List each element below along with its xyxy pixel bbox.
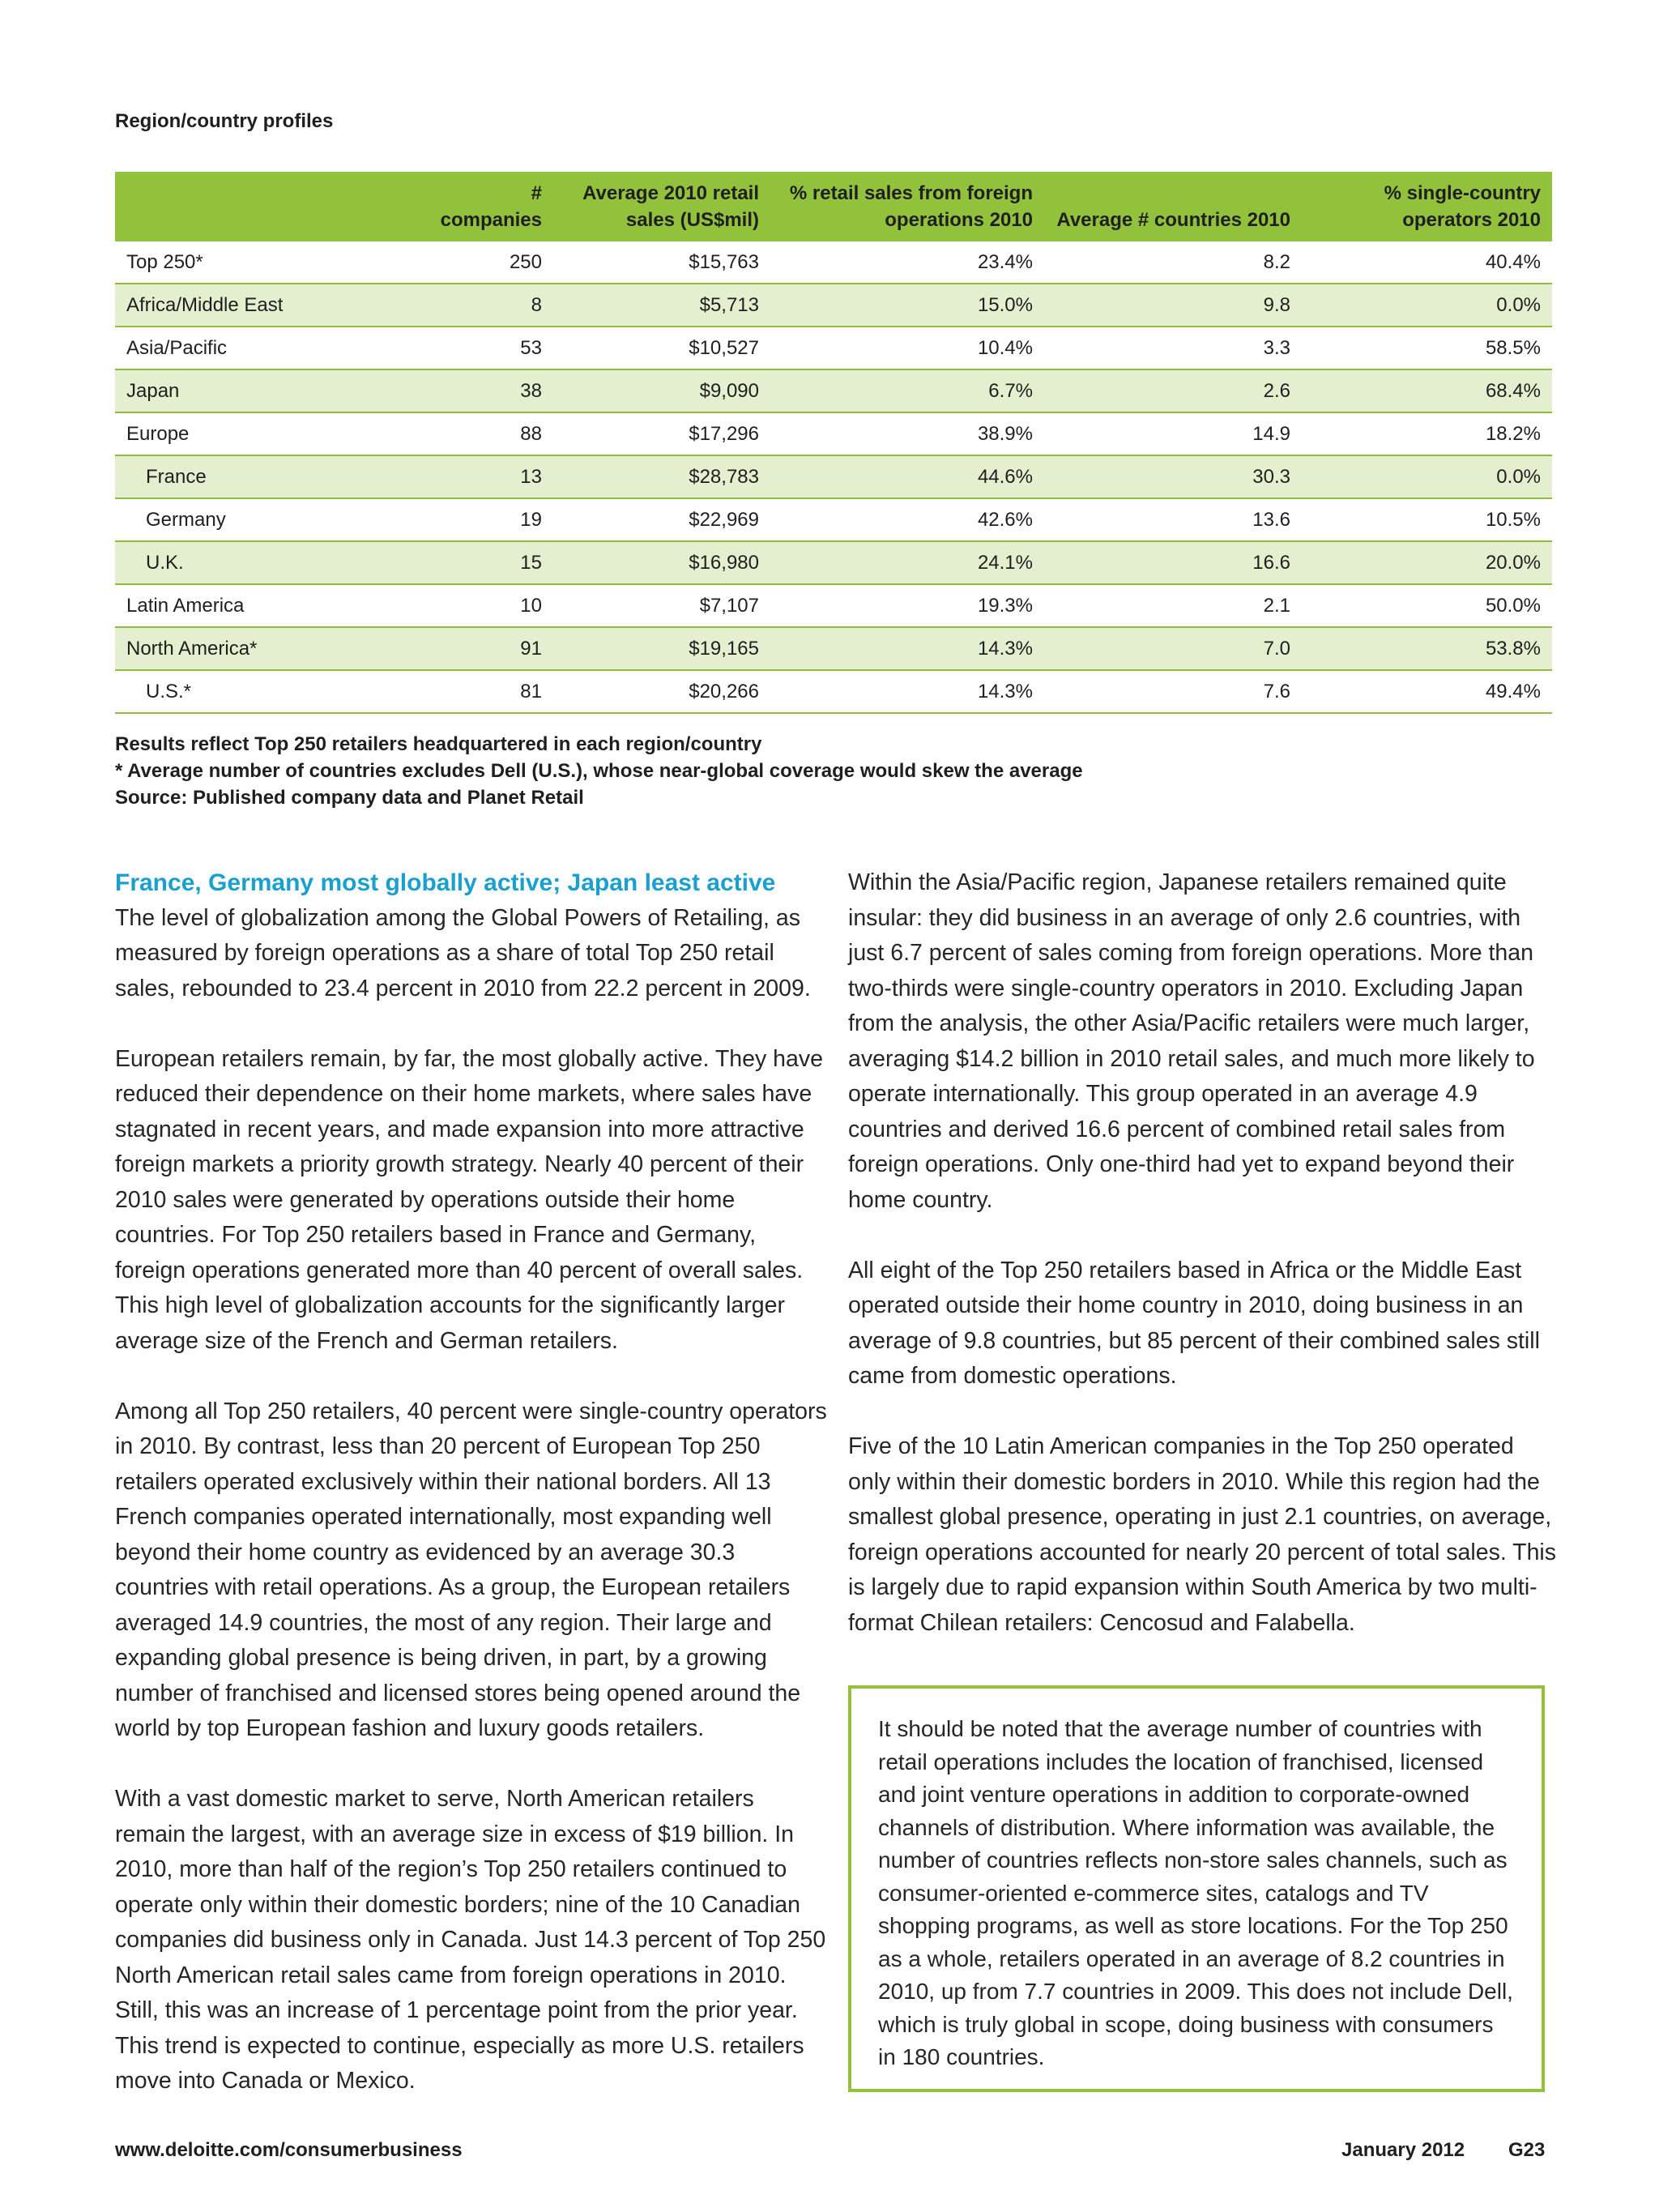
table-row [115,584,1552,627]
row-single-pct: 53.8% [1302,627,1552,670]
row-avg-sales: $28,783 [553,455,770,498]
section-label: Region/country profiles [115,110,334,132]
row-foreign-pct: 19.3% [770,584,1044,627]
table-row [115,327,1552,369]
row-companies: 91 [413,627,553,670]
row-foreign-pct: 14.3% [770,627,1044,670]
row-region: Germany [115,498,413,541]
row-avg-countries: 8.2 [1044,241,1302,284]
note-dell-exclusion: * Average number of countries excludes Dell (U.S.), whose near-global coverage would skew the average [115,760,1083,782]
row-single-pct: 0.0% [1302,284,1552,327]
row-single-pct: 58.5% [1302,327,1552,369]
row-single-pct: 18.2% [1302,412,1552,455]
row-region: Japan [115,369,413,412]
paragraph: All eight of the Top 250 retailers based in Africa or the Middle East operated outside their home country in 2010, doing business in an average of 9.8 countries, but 85 percent of their combined sales still came from domestic operations. [848,1257,1540,1389]
row-companies: 8 [413,284,553,327]
callout-text: It should be noted that the average number of countries with retail operations includes the location of franchised, licensed and joint venture operations in addition to corporate-owned channels of distribution. Where information was available, the number of countries reflects non-store sales channels, such as consumer-oriented e-commerce sites, catalogs and TV shopping programs, as well as store locations. For the Top 250 as a whole, retailers operated in an average of 8.2 countries in 2010, up from 7.7 countries in 2009. This does not include Dell, which is truly global in scope, doing business with consumers in 180 countries. [878,1716,1513,2069]
article-left-column [115,865,828,2099]
row-avg-countries: 7.6 [1044,670,1302,713]
row-foreign-pct: 38.9% [770,412,1044,455]
header-foreign-pct: % retail sales from foreign operations 2010 [770,172,1044,241]
row-single-pct: 10.5% [1302,498,1552,541]
row-single-pct: 68.4% [1302,369,1552,412]
row-region: Top 250* [115,241,413,284]
row-single-pct: 20.0% [1302,541,1552,584]
note-source: Source: Published company data and Planet Retail [115,787,584,809]
row-companies: 88 [413,412,553,455]
row-avg-countries: 14.9 [1044,412,1302,455]
row-region: France [115,455,413,498]
row-region: U.S.* [115,670,413,713]
row-avg-sales: $16,980 [553,541,770,584]
row-avg-sales: $7,107 [553,584,770,627]
row-region: Asia/Pacific [115,327,413,369]
table-row [115,241,1552,284]
row-companies: 38 [413,369,553,412]
header-avg-sales: Average 2010 retail sales (US$mil) [553,172,770,241]
row-avg-countries: 2.6 [1044,369,1302,412]
paragraph: European retailers remain, by far, the most globally active. They have reduced their dependence on their home markets, where sales have stagnated in recent years, and made expansion into more attractive foreign markets a priority growth strategy. Nearly 40 percent of their 2010 sales were generated by operations outside their home countries. For Top 250 retailers based in France and Germany, foreign operations generated more than 40 percent of overall sales. This high level of globalization accounts for the significantly larger average size of the French and German retailers. [115,1045,823,1354]
paragraph: With a vast domestic market to serve, North American retailers remain the largest, with an average size in excess of $19 billion. In 2010, more than half of the region’s Top 250 retailers continued to operate only within their domestic borders; nine of the 10 Canadian companies did business only in Canada. Just 14.3 percent of Top 250 North American retail sales came from foreign operations in 2010. Still, this was an increase of 1 percentage point from the prior year. This trend is expected to continue, especially as more U.S. retailers move into Canada or Mexico. [115,1786,826,2094]
row-avg-sales: $9,090 [553,369,770,412]
paragraph: Five of the 10 Latin American companies in the Top 250 operated only within their domestic borders in 2010. While this region had the smallest global presence, operating in just 2.1 countries, on average, foreign operations accounted for nearly 20 percent of total sales. This is largely due to rapid expansion within South America by two multi-format Chilean retailers: Cencosud and Falabella. [848,1433,1556,1636]
footer-date: January 2012 [1341,2139,1465,2161]
row-avg-countries: 9.8 [1044,284,1302,327]
row-avg-sales: $5,713 [553,284,770,327]
row-companies: 53 [413,327,553,369]
callout-box [848,1685,1545,2092]
paragraph: Among all Top 250 retailers, 40 percent were single-country operators in 2010. By contrast, less than 20 percent of European Top 250 retailers operated exclusively within their national borders. All 13 French companies operated internationally, most expanding well beyond their home country as evidenced by an average 30.3 countries with retail operations. As a group, the European retailers averaged 14.9 countries, the most of any region. Their large and expanding global presence is being driven, in part, by a growing number of franchised and licensed stores being opened around the world by top European fashion and luxury goods retailers. [115,1398,827,1741]
row-avg-countries: 3.3 [1044,327,1302,369]
table-row [115,284,1552,327]
row-avg-sales: $17,296 [553,412,770,455]
row-foreign-pct: 23.4% [770,241,1044,284]
row-foreign-pct: 15.0% [770,284,1044,327]
footer-url[interactable]: www.deloitte.com/consumerbusiness [115,2139,463,2161]
row-single-pct: 50.0% [1302,584,1552,627]
row-region: U.K. [115,541,413,584]
row-foreign-pct: 44.6% [770,455,1044,498]
note-results: Results reflect Top 250 retailers headquartered in each region/country [115,733,762,755]
table-row [115,412,1552,455]
table-row [115,498,1552,541]
header-companies: # companies [413,172,553,241]
row-single-pct: 49.4% [1302,670,1552,713]
row-companies: 81 [413,670,553,713]
table-notes [115,731,1083,811]
row-foreign-pct: 10.4% [770,327,1044,369]
row-foreign-pct: 24.1% [770,541,1044,584]
row-companies: 19 [413,498,553,541]
row-avg-countries: 7.0 [1044,627,1302,670]
table-row [115,670,1552,713]
table-row [115,455,1552,498]
header-region [115,172,413,241]
row-region: Latin America [115,584,413,627]
row-avg-countries: 2.1 [1044,584,1302,627]
article-heading: France, Germany most globally active; Japan least active [115,869,776,896]
paragraph: Within the Asia/Pacific region, Japanese retailers remained quite insular: they did business in an average of only 2.6 countries, with just 6.7 percent of sales coming from foreign operations. More than two-thirds were single-country operators in 2010. Excluding Japan from the analysis, the other Asia/Pacific retailers were much larger, averaging $14.2 billion in 2010 retail sales, and much more likely to operate internationally. This group operated in an average 4.9 countries and derived 16.6 percent of combined retail sales from foreign operations. Only one-third had yet to expand beyond their home country. [848,869,1535,1213]
row-avg-sales: $19,165 [553,627,770,670]
article-right-column [848,865,1561,1641]
row-avg-sales: $15,763 [553,241,770,284]
row-avg-sales: $20,266 [553,670,770,713]
row-avg-sales: $22,969 [553,498,770,541]
row-avg-countries: 16.6 [1044,541,1302,584]
header-avg-countries: Average # countries 2010 [1044,172,1302,241]
row-single-pct: 0.0% [1302,455,1552,498]
row-companies: 10 [413,584,553,627]
row-foreign-pct: 6.7% [770,369,1044,412]
region-profiles-table [115,172,1552,714]
table-row [115,369,1552,412]
table-row [115,541,1552,584]
paragraph: The level of globalization among the Global Powers of Retailing, as measured by foreign operations as a share of total Top 250 retail sales, rebounded to 23.4 percent in 2010 from 22.2 percent in 2009. [115,904,811,1001]
row-avg-sales: $10,527 [553,327,770,369]
row-single-pct: 40.4% [1302,241,1552,284]
page-number: G23 [1508,2139,1546,2161]
row-avg-countries: 13.6 [1044,498,1302,541]
row-region: North America* [115,627,413,670]
row-region: Europe [115,412,413,455]
row-foreign-pct: 42.6% [770,498,1044,541]
row-foreign-pct: 14.3% [770,670,1044,713]
table-row [115,627,1552,670]
row-companies: 15 [413,541,553,584]
header-single-pct: % single-country operators 2010 [1302,172,1552,241]
row-companies: 13 [413,455,553,498]
row-companies: 250 [413,241,553,284]
row-avg-countries: 30.3 [1044,455,1302,498]
row-region: Africa/Middle East [115,284,413,327]
table-header-row [115,172,1552,241]
